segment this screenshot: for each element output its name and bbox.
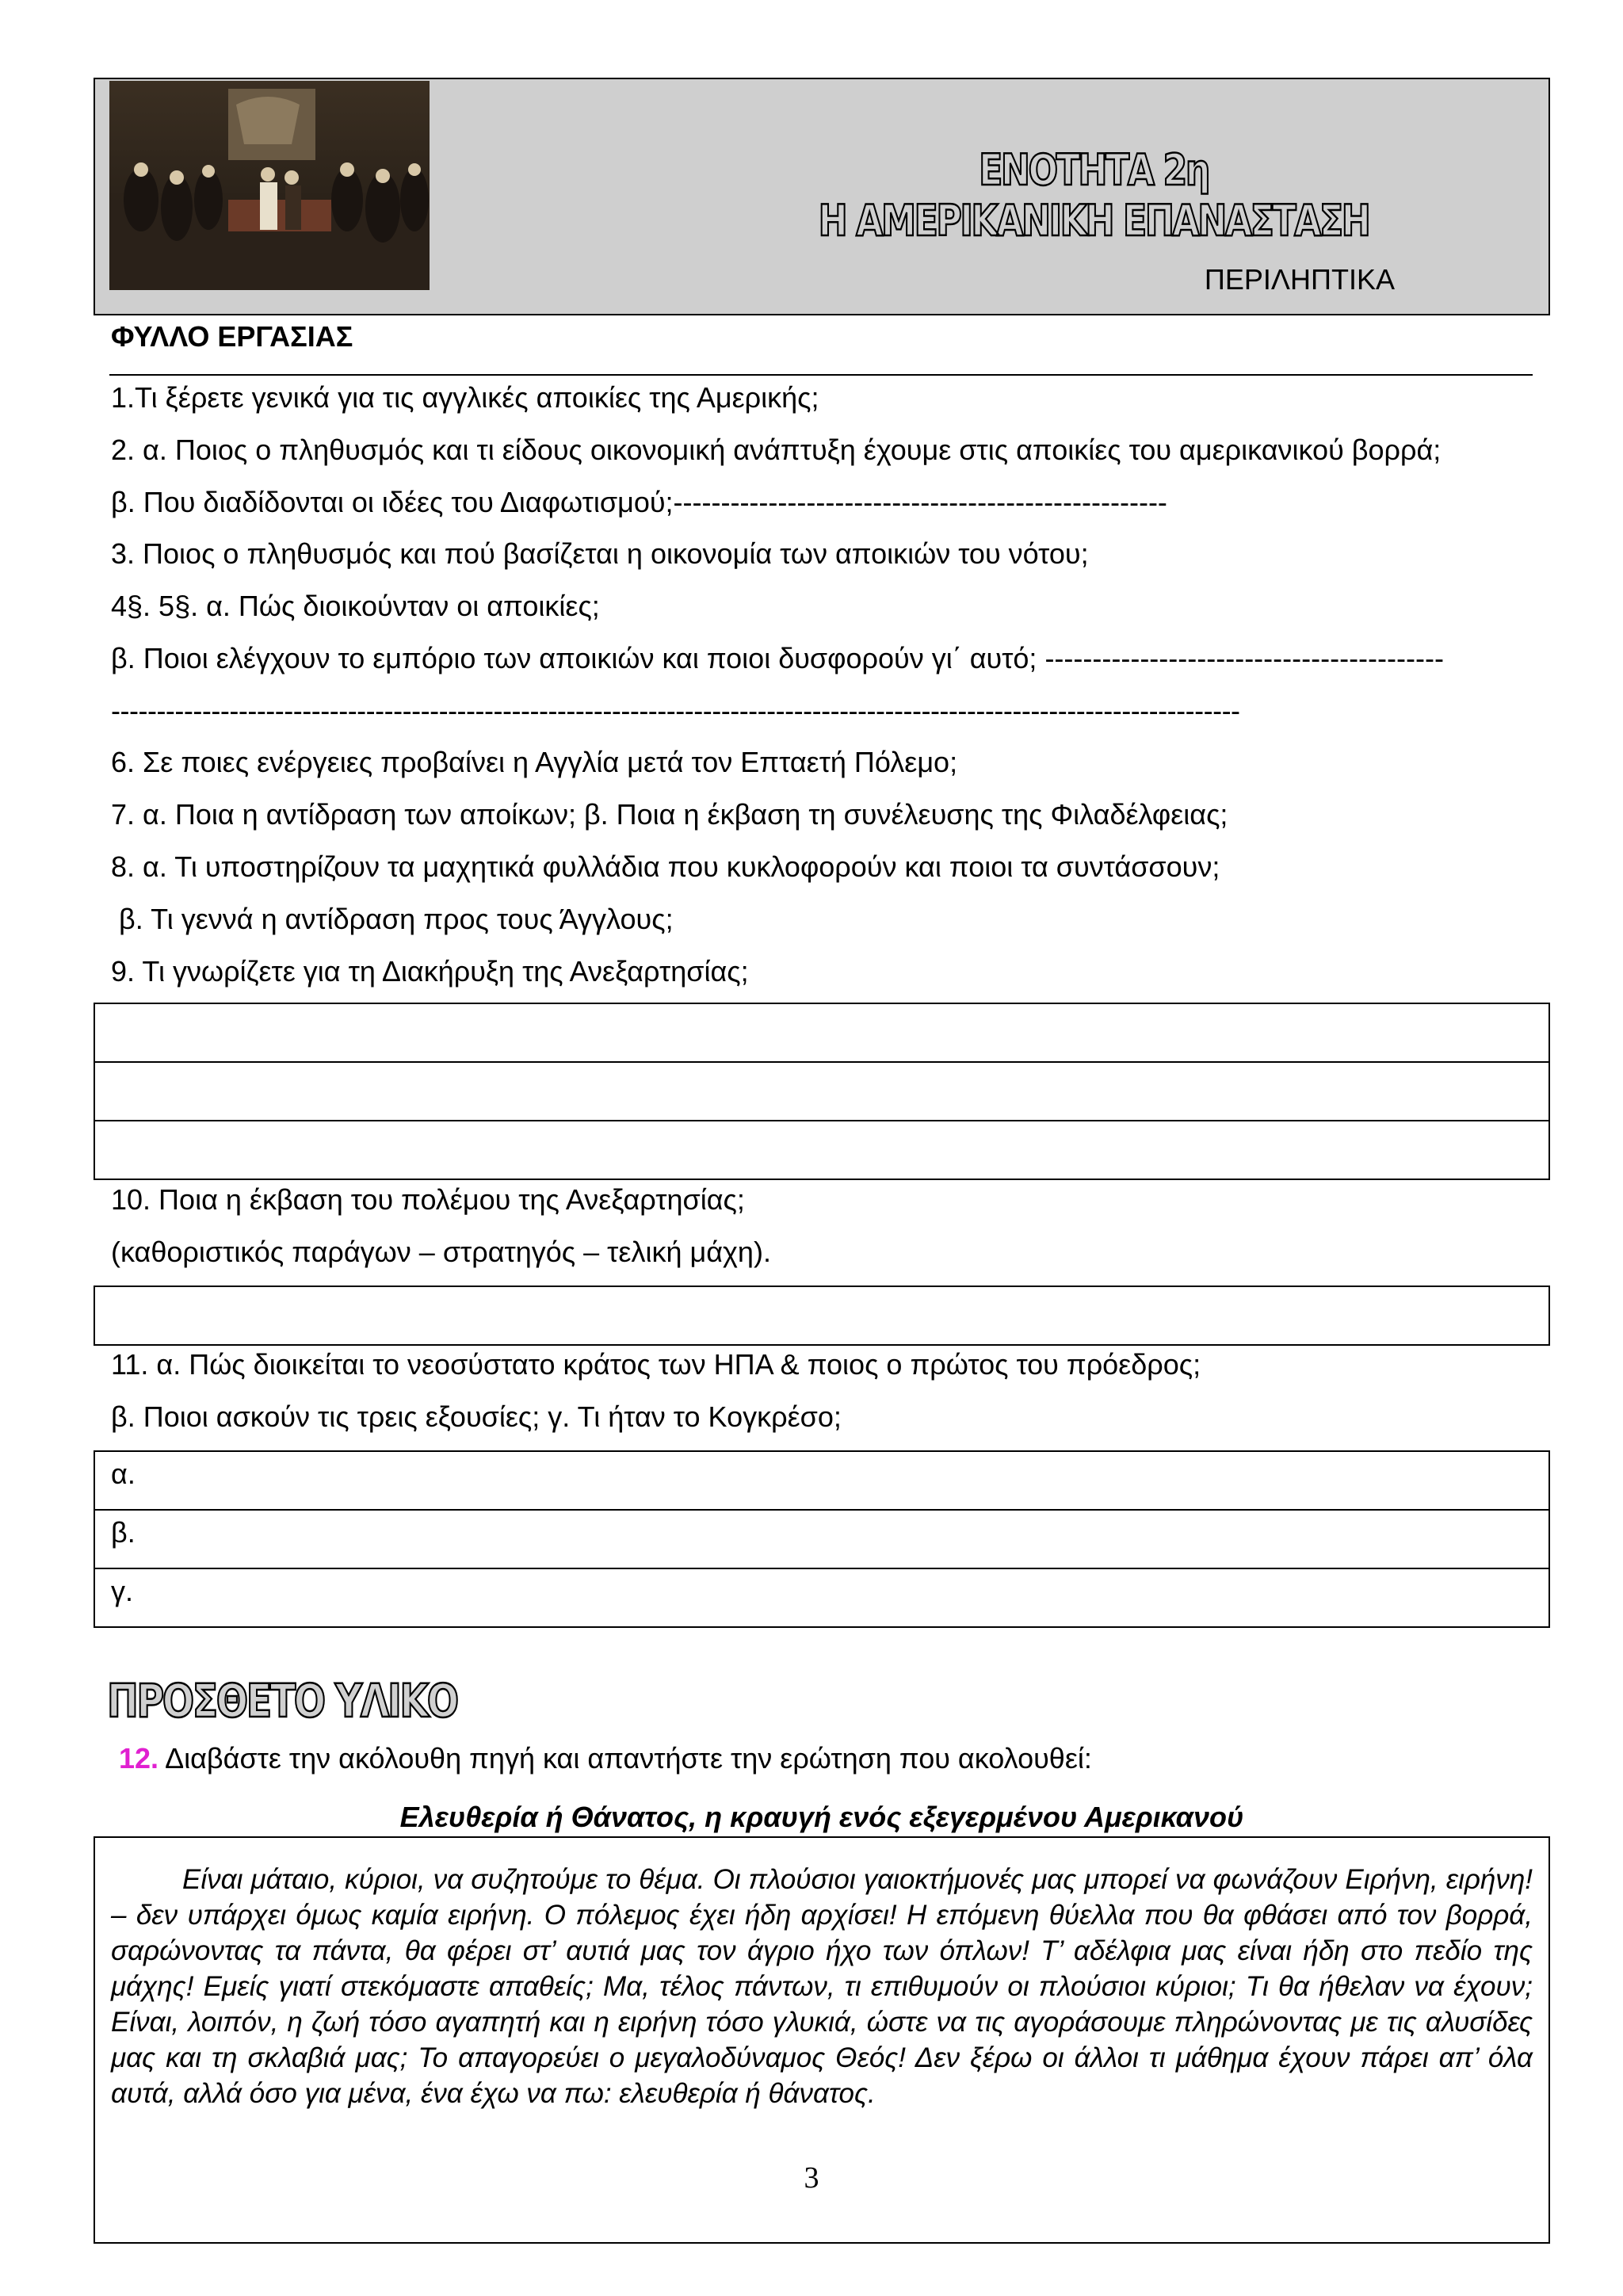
answer-row[interactable] [95,1063,1549,1121]
question-12 [119,1741,1092,1776]
worksheet-title: ΦΥΛΛΟ ΕΡΓΑΣΙΑΣ [111,320,353,353]
answer-row[interactable] [95,1004,1549,1063]
question-line: 4§. 5§. α. Πώς διοικούνταν οι αποικίες; [111,590,600,622]
question-line: 1.Τι ξέρετε γενικά για τις αγγλικές αποικίες της Αμερικής; [111,381,819,414]
question-line: β. Τι γεννά η αντίδραση προς τους Άγγλους; [111,903,674,935]
declaration-painting-image [109,81,430,290]
question-line: β. Που διαδίδονται οι ιδέες του Διαφωτισμού;---------------------------------------------------- [111,486,1167,518]
question-line: 6. Σε ποιες ενέργειες προβαίνει η Αγγλία μετά τον Επταετή Πόλεμο; [111,746,958,778]
question-line: 8. α. Τι υποστηρίζουν τα μαχητικά φυλλάδια που κυκλοφορούν και ποιοι τα συντάσσουν; [111,850,1220,883]
question-line: 2. α. Ποιος ο πληθυσμός και τι είδους οικονομική ανάπτυξη έχουμε στις αποικίες του αμερικανικού βορρά; [111,434,1442,466]
answer-row-c[interactable]: γ. [111,1575,134,1607]
question-line: β. Ποιοι ελέγχουν το εμπόριο των αποικιών και ποιοι δυσφορούν γι΄ αυτό; ------------------------------------------ [111,642,1444,674]
unit-subtitle: Η ΑΜΕΡΙΚΑΝΙΚΗ ΕΠΑΝΑΣΤΑΣΗ [818,196,1369,246]
answer-row-a[interactable]: α. [95,1452,1549,1511]
source-text: Είναι μάταιο, κύριοι, να συζητούμε το θέμα. Οι πλούσιοι γαιοκτήμονές μας μπορεί να φωνάζουν Ειρήνη, ειρήνη! – δεν υπάρχει όμως καμία ειρήνη. Ο πόλεμος έχει ήδη αρχίσει! Η επόμενη θύελλα που θα φθάσει από τον βορρά, σαρώνοντας τα πάντα, θα φέρει στ’ αυτιά μας τον άγριο ήχο των όπλων! Τ’ αδέλφια μας είναι ήδη στο πεδίο της μάχης! Εμείς γιατί στεκόμαστε απαθείς; Μα, τέλος πάντων, τι επιθυμούν οι πλούσιοι κύριοι; Τι θα ήθελαν να έχουν; Είναι, λοιπόν, η ζωή τόσο αγαπητή και η ειρήνη τόσο γλυκιά, ώστε να τις αγοράσουμε πληρώνοντας με τις αλυσίδες μας και τη σκλαβιά μας; Το απαγορεύει ο μεγαλοδύναμος Θεός! Δεν ξέρω οι άλλοι τι μάθημα έχουν πάρει απ’ όλα αυτά, αλλά όσο για μένα, ένα έχω να πω: ελευθερία ή θάνατος. [111,1864,1533,2109]
page-number: 3 [804,2161,819,2195]
answer-row[interactable] [95,1121,1549,1179]
dashed-answer-line: ---------------------------------------------------------------------------------------------------------------------------- [111,694,1240,727]
answer-box-q10[interactable] [94,1286,1550,1346]
question-line: 9. Τι γνωρίζετε για τη Διακήρυξη της Ανεξαρτησίας; [111,955,749,988]
question-line: (καθοριστικός παράγων – στρατηγός – τελική μάχη). [111,1236,771,1268]
summary-label: ΠΕΡΙΛΗΠΤΙΚΑ [1204,263,1395,296]
answer-box-q11[interactable] [94,1450,1550,1628]
extra-material-title: ΠΡΟΣΘΕΤΟ ΥΛΙΚΟ [107,1674,457,1728]
question-line: β. Ποιοι ασκούν τις τρεις εξουσίες; γ. Τι ήταν το Κογκρέσο; [111,1400,842,1433]
answer-box-q9[interactable] [94,1003,1550,1180]
answer-row-b[interactable]: β. [95,1511,1549,1569]
question-line: 10. Ποια η έκβαση του πολέμου της Ανεξαρτησίας; [111,1183,745,1216]
question-12-number: 12. [119,1742,159,1775]
question-12-text: Διαβάστε την ακόλουθη πηγή και απαντήστε την ερώτηση που ακολουθεί: [158,1742,1092,1775]
question-line: 7. α. Ποια η αντίδραση των αποίκων; β. Ποια η έκβαση τη συνέλευσης της Φιλαδέλφειας; [111,798,1228,831]
unit-title: ΕΝΟΤΗΤΑ 2η [979,145,1209,195]
title-divider [109,374,1533,376]
question-line: 3. Ποιος ο πληθυσμός και πού βασίζεται η οικονομία των αποικιών του νότου; [111,537,1089,570]
question-line: 11. α. Πώς διοικείται το νεοσύστατο κράτος των ΗΠΑ & ποιος ο πρώτος του πρόεδρος; [111,1348,1201,1381]
source-title: Ελευθερία ή Θάνατος, η κραυγή ενός εξεγερμένου Αμερικανού [399,1801,1244,1833]
